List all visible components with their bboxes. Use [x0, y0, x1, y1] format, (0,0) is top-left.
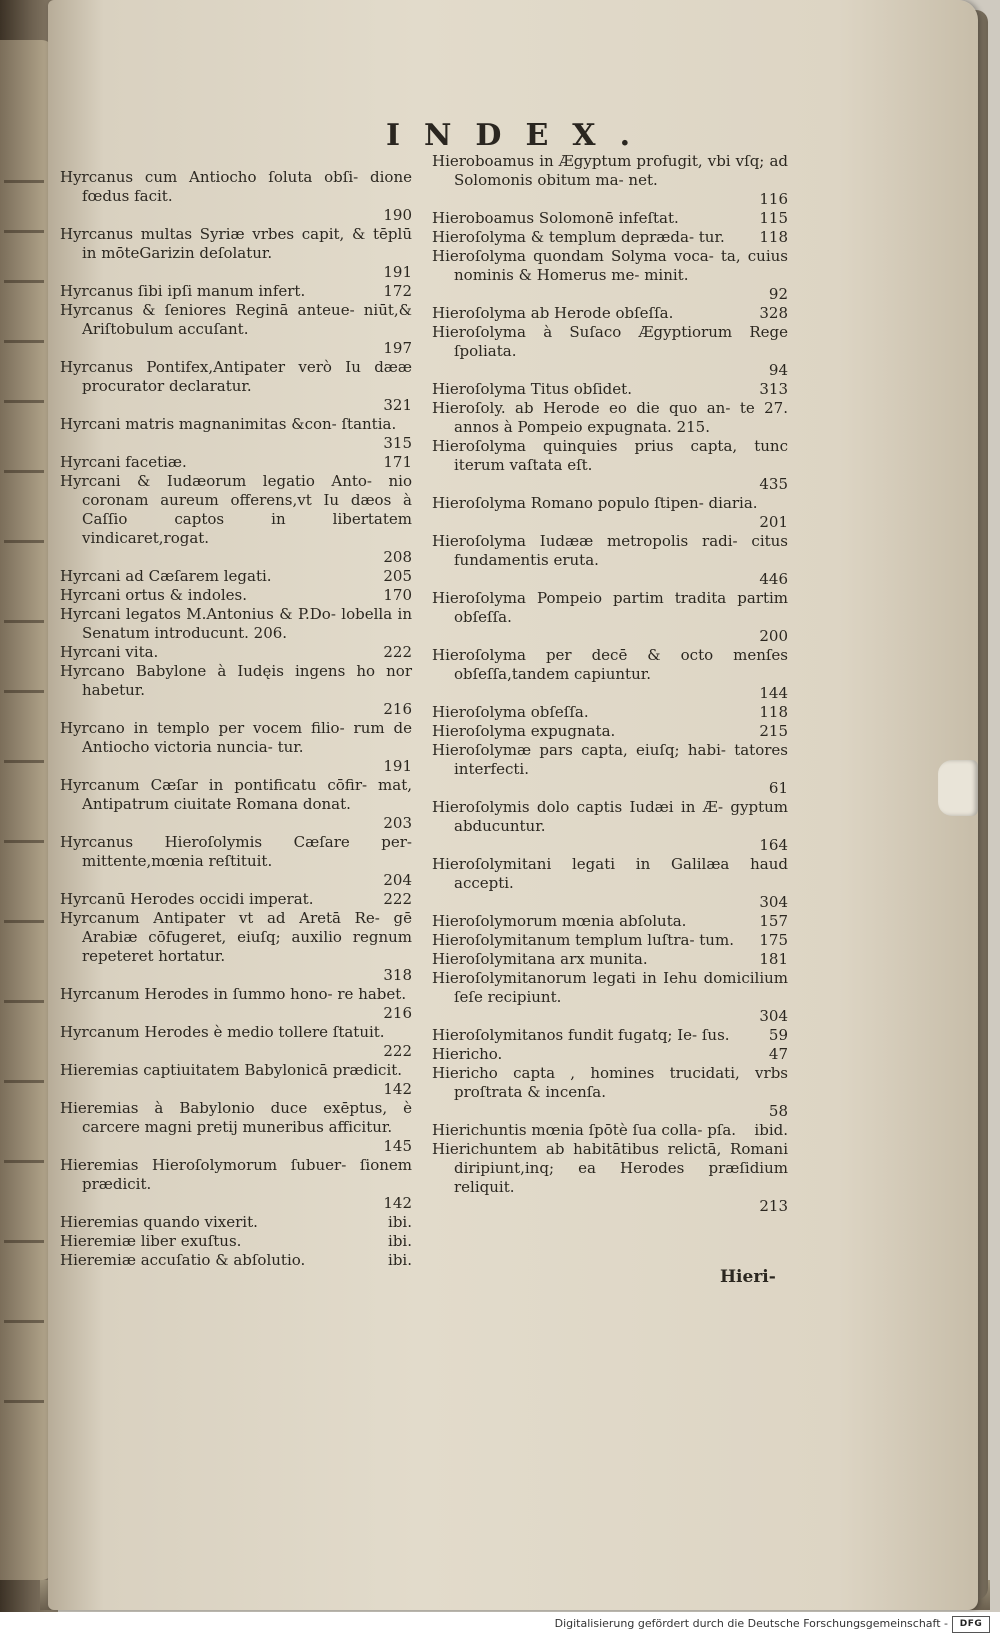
index-entry-page: 304: [759, 893, 788, 911]
index-entry-text: Hyrcano in templo per vocem filio- rum de Antiocho victoria nuncia- tur.: [60, 719, 412, 756]
footer-bar: [0, 1612, 1000, 1635]
index-entry: [432, 646, 788, 703]
index-entry: [432, 1064, 788, 1121]
index-entry: [432, 855, 788, 912]
index-entry: [432, 1045, 788, 1064]
index-entry-text: Hieroſolymitani legati in Galilæa haud accepti.: [432, 855, 788, 892]
index-entry-text: Hieroſolyma & templum depræda- tur.: [432, 228, 725, 246]
index-entry-text: Hieroſolyma Iudææ metropolis radi- citus fundamentis eruta.: [432, 532, 788, 569]
index-entry: [432, 798, 788, 855]
index-entry: [60, 833, 412, 890]
index-entry: [60, 1023, 412, 1061]
index-entry-page: 142: [383, 1194, 412, 1212]
index-entry: [432, 912, 788, 931]
index-entry-page: 144: [759, 684, 788, 702]
index-entry: [432, 228, 788, 247]
index-entry-page: 201: [759, 513, 788, 531]
index-entry-text: Hierichuntis mœnia ſpōtè ſua colla- pſa.: [432, 1121, 737, 1139]
page-tab-marker: [938, 760, 978, 816]
index-entry-page: 157: [759, 912, 788, 930]
index-entry: [60, 719, 412, 776]
index-entry-text: Hyrcanus Hieroſolymis Cæſare per- mittente,mœnia reſtituit.: [60, 833, 412, 870]
index-entry: [60, 282, 412, 301]
index-entry-page: 164: [759, 836, 788, 854]
index-entry: [60, 415, 412, 453]
index-entry-text: Hieroſolyma per decē & octo menſes obſeſſa,tandem capiuntur.: [432, 646, 788, 683]
index-entry-text: Hieroſolymitanorum legati in Iehu domicilium ſeſe recipiunt.: [432, 969, 788, 1006]
index-entry: [432, 494, 788, 532]
footer-credit: Digitalisierung gefördert durch die Deutsche Forschungsgemeinschaft -: [554, 1617, 948, 1630]
index-entry: [432, 589, 788, 646]
index-entry-text: Hieroſolyma Titus obſidet.: [432, 380, 632, 398]
index-entry-text: Hyrcani ad Cæſarem legati.: [60, 567, 272, 585]
index-entry-text: Hieroſolymitanos fundit fugatq; Ie- ſus.: [432, 1026, 730, 1044]
index-entry-text: Hyrcanus cum Antiocho ſoluta obſi- dione fœdus facit.: [60, 168, 412, 205]
index-entry: [60, 1099, 412, 1156]
index-entry-page: 328: [759, 304, 788, 322]
index-entry: [60, 1061, 412, 1099]
index-entry: [432, 703, 788, 722]
dfg-logo: DFG: [952, 1616, 990, 1633]
index-entry: [60, 605, 412, 643]
index-entry: [60, 567, 412, 586]
index-entry: [432, 209, 788, 228]
index-entry: [60, 643, 412, 662]
index-entry: [60, 1251, 412, 1270]
index-entry-text: Hieremias captiuitatem Babylonicā prædicit.: [60, 1061, 403, 1079]
catchword: Hieri-: [720, 1267, 776, 1287]
index-entry-page: 116: [759, 190, 788, 208]
index-entry-text: Hyrcani & Iudæorum legatio Anto- nio coronam aureum offerens,vt Iu dæos à Caſſio captos in libertatem vindicaret,rogat.: [60, 472, 412, 547]
index-entry-text: Hyrcani vita.: [60, 643, 159, 661]
index-entry-text: Hyrcani legatos M.Antonius & P.Do- lobella in Senatum introducunt. 206.: [60, 605, 412, 642]
index-entry-page: 203: [383, 814, 412, 832]
index-entry-text: Hieremiæ liber exuſtus.: [60, 1232, 242, 1250]
index-entry-page: 145: [383, 1137, 412, 1155]
index-entry: [60, 168, 412, 225]
index-entry-text: Hyrcani facetiæ.: [60, 453, 187, 471]
index-entry-text: Hyrcanus Pontifex,Antipater verò Iu dææ procurator declaratur.: [60, 358, 412, 395]
index-entry-text: Hieroſolyma à Suſaco Ægyptiorum Rege ſpoliata.: [432, 323, 788, 360]
index-entry: [60, 890, 412, 909]
index-entry-text: Hieremias quando vixerit.: [60, 1213, 258, 1231]
index-entry-page: 59: [768, 1026, 788, 1044]
index-entry-text: Hieroſoly. ab Herode eo die quo an- te 27. annos à Pompeio expugnata. 215.: [432, 399, 788, 436]
index-entry-page: 172: [383, 282, 412, 300]
index-entry-text: Hieroſolyma quondam Solyma voca- ta, cuius nominis & Homerus me- minit.: [432, 247, 788, 284]
index-entry-page: 191: [383, 757, 412, 775]
index-entry-page: 170: [383, 586, 412, 604]
index-entry: [60, 776, 412, 833]
index-entry-text: Hieroſolymæ pars capta, eiuſq; habi- tatores interfecti.: [432, 741, 788, 778]
index-entry-page: 216: [383, 700, 412, 718]
index-entry: [432, 323, 788, 380]
index-entry-page: ibi.: [388, 1232, 412, 1250]
index-entry-text: Hyrcanus & ſeniores Reginā anteue- niūt,& Ariſtobulum accuſant.: [60, 301, 412, 338]
index-column-right: [432, 152, 788, 1216]
index-entry-page: 61: [768, 779, 788, 797]
index-entry: [60, 453, 412, 472]
index-entry-text: Hieroſolymitanum templum luſtra- tum.: [432, 931, 734, 949]
index-entry-page: 304: [759, 1007, 788, 1025]
index-entry-page: 321: [383, 396, 412, 414]
index-entry-page: 94: [768, 361, 788, 379]
index-entry-text: Hyrcano Babylone à Iudęis ingens ho nor habetur.: [60, 662, 412, 699]
index-entry-page: 215: [759, 722, 788, 740]
index-entry-page: ibi.: [388, 1213, 412, 1231]
index-entry: [60, 909, 412, 985]
index-entry-page: 115: [759, 209, 788, 227]
index-entry-page: 213: [759, 1197, 788, 1215]
index-entry-page: 190: [383, 206, 412, 224]
index-entry-text: Hieroſolyma ab Herode obſeſſa.: [432, 304, 674, 322]
index-entry-text: Hieroſolyma quinquies prius capta, tunc iterum vaſtata eſt.: [432, 437, 788, 474]
index-entry-text: Hieroboamus Solomonē infeſtat.: [432, 209, 679, 227]
index-entry: [432, 1121, 788, 1140]
index-entry-text: Hieremias Hieroſolymorum ſubuer- ſionem prædicit.: [60, 1156, 412, 1193]
index-entry-page: 118: [759, 228, 788, 246]
index-entry-text: Hieroſolymitana arx munita.: [432, 950, 648, 968]
index-entry: [432, 931, 788, 950]
index-entry: [432, 722, 788, 741]
index-entry: [432, 304, 788, 323]
index-entry-page: 47: [768, 1045, 788, 1063]
index-entry-page: 191: [383, 263, 412, 281]
index-entry: [432, 247, 788, 304]
index-entry: [60, 662, 412, 719]
index-entry-text: Hieroſolyma Romano populo ſtipen- diaria.: [432, 494, 758, 512]
index-entry-page: ibid.: [754, 1121, 788, 1139]
index-entry-page: 171: [383, 453, 412, 471]
index-entry-page: 181: [759, 950, 788, 968]
index-entry-text: Hieroſolyma Pompeio partim tradita partim obſeſſa.: [432, 589, 788, 626]
index-entry-page: 318: [383, 966, 412, 984]
index-entry-text: Hyrcanum Cæſar in pontificatu cōfir- mat, Antipatrum ciuitate Romana donat.: [60, 776, 412, 813]
index-entry: [432, 1140, 788, 1216]
index-entry: [432, 741, 788, 798]
index-entry: [60, 1213, 412, 1232]
index-entry-text: Hyrcanum Antipater vt ad Aretā Re- gē Arabiæ cōfugeret, eiuſq; auxilio regnum repeteret hortatur.: [60, 909, 412, 965]
index-entry-text: Hieremias à Babylonio duce exēptus, è carcere magni pretij muneribus afficitur.: [60, 1099, 412, 1136]
index-entry-text: Hieroboamus in Ægyptum profugit, vbi vſq; ad Solomonis obitum ma- net.: [432, 152, 788, 189]
index-entry-text: Hyrcani ortus & indoles.: [60, 586, 248, 604]
index-entry: [432, 532, 788, 589]
index-entry-text: Hierichuntem ab habitātibus relictā, Romani diripiunt,inq; ea Herodes præſidium reliquit.: [432, 1140, 788, 1196]
index-entry: [432, 399, 788, 437]
index-entry: [60, 358, 412, 415]
index-entry: [60, 301, 412, 358]
index-entry-page: 142: [383, 1080, 412, 1098]
index-entry: [60, 1232, 412, 1251]
index-entry-text: Hieremiæ accuſatio & abſolutio.: [60, 1251, 306, 1269]
index-entry-page: 175: [759, 931, 788, 949]
index-entry-text: Hieroſolyma expugnata.: [432, 722, 616, 740]
index-entry-page: 197: [383, 339, 412, 357]
index-entry-page: 200: [759, 627, 788, 645]
index-entry-text: Hyrcani matris magnanimitas &con- ſtantia.: [60, 415, 397, 433]
index-entry-page: 92: [768, 285, 788, 303]
index-entry-page: 216: [383, 1004, 412, 1022]
index-entry: [432, 1026, 788, 1045]
index-entry: [432, 969, 788, 1026]
index-entry-page: 222: [383, 890, 412, 908]
index-entry-page: 205: [383, 567, 412, 585]
index-entry-page: 222: [383, 1042, 412, 1060]
index-entry: [60, 225, 412, 282]
index-entry: [60, 1156, 412, 1213]
index-entry-text: Hiericho.: [432, 1045, 503, 1063]
index-entry-text: Hieroſolymorum mœnia abſoluta.: [432, 912, 687, 930]
index-entry: [60, 472, 412, 567]
index-column-left: [60, 168, 412, 1270]
index-entry-page: ibi.: [388, 1251, 412, 1269]
index-entry-text: Hieroſolyma obſeſſa.: [432, 703, 589, 721]
index-entry-page: 58: [768, 1102, 788, 1120]
index-entry-text: Hyrcanus multas Syriæ vrbes capit, & tēplū in mōteGarizin deſolatur.: [60, 225, 412, 262]
index-entry-page: 315: [383, 434, 412, 452]
index-entry: [432, 152, 788, 209]
previous-page-edge: [0, 40, 52, 1580]
index-entry: [432, 437, 788, 494]
index-entry: [432, 950, 788, 969]
index-entry-text: Hyrcanū Herodes occidi imperat.: [60, 890, 314, 908]
index-entry: [432, 380, 788, 399]
index-entry-text: Hiericho capta , homines trucidati, vrbs proſtrata & incenſa.: [432, 1064, 788, 1101]
index-entry: [60, 586, 412, 605]
index-entry-page: 222: [383, 643, 412, 661]
index-entry-text: Hieroſolymis dolo captis Iudæi in Æ- gyptum abducuntur.: [432, 798, 788, 835]
index-entry-text: Hyrcanum Herodes in ſummo hono- re habet.: [60, 985, 407, 1003]
index-entry-text: Hyrcanum Herodes è medio tollere ſtatuit.: [60, 1023, 385, 1041]
index-entry-page: 118: [759, 703, 788, 721]
index-entry-text: Hyrcanus ſibi ipſi manum infert.: [60, 282, 306, 300]
running-head: INDEX.: [385, 118, 655, 153]
index-entry-page: 435: [759, 475, 788, 493]
index-entry: [60, 985, 412, 1023]
index-entry-page: 208: [383, 548, 412, 566]
index-entry-page: 313: [759, 380, 788, 398]
index-entry-page: 446: [759, 570, 788, 588]
index-entry-page: 204: [383, 871, 412, 889]
